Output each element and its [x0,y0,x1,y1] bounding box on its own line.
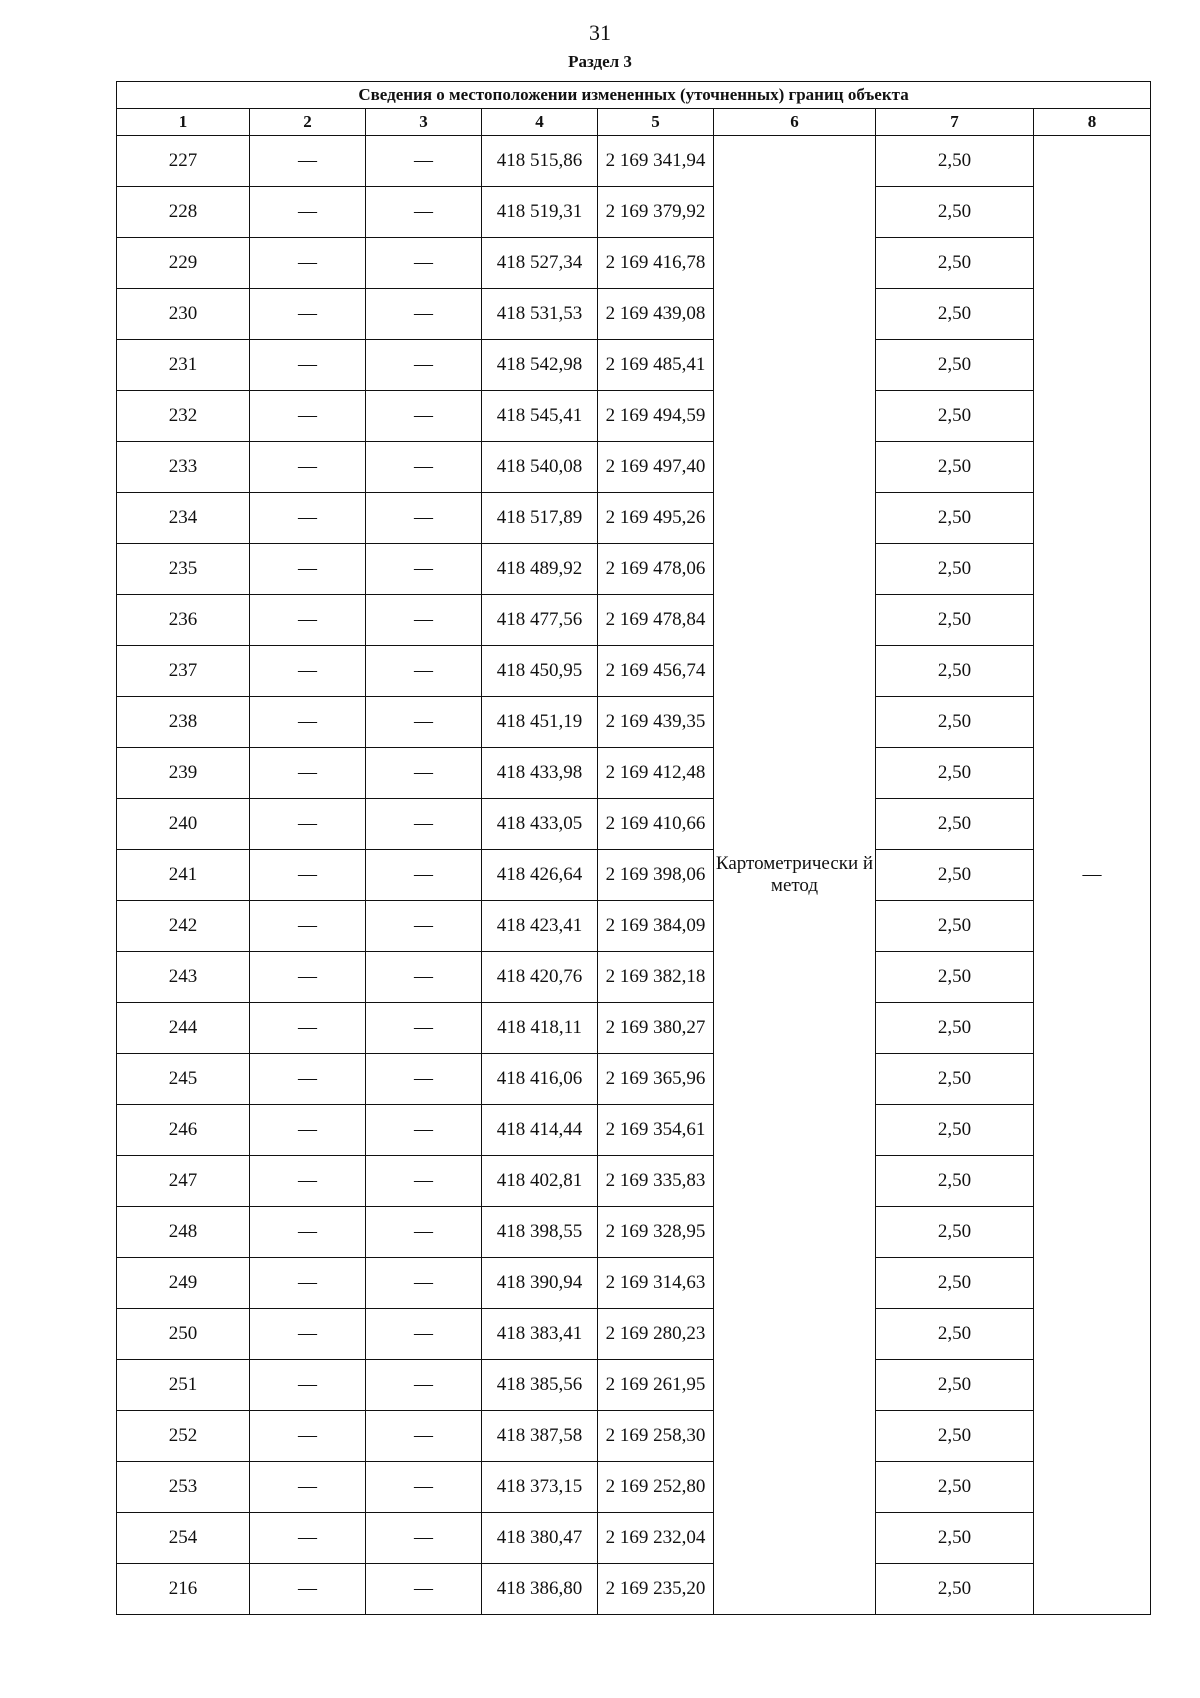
accuracy-cell: 2,50 [876,136,1034,187]
y-coordinate-cell: 2 169 280,23 [598,1309,714,1360]
x-coordinate-cell: 418 433,05 [482,799,598,850]
column3-cell: — [366,1258,482,1309]
point-number-cell: 228 [117,187,250,238]
point-number-cell: 216 [117,1564,250,1615]
table-row [117,850,1151,901]
table-row [117,1309,1151,1360]
column3-cell: — [366,1156,482,1207]
y-coordinate-cell: 2 169 314,63 [598,1258,714,1309]
accuracy-cell: 2,50 [876,1360,1034,1411]
table-row [117,901,1151,952]
table-row [117,697,1151,748]
accuracy-cell: 2,50 [876,1462,1034,1513]
accuracy-cell: 2,50 [876,748,1034,799]
table-row [117,289,1151,340]
column3-cell: — [366,238,482,289]
column2-cell: — [250,340,366,391]
point-number-cell: 239 [117,748,250,799]
column2-cell: — [250,1207,366,1258]
column3-cell: — [366,748,482,799]
point-number-cell: 238 [117,697,250,748]
y-coordinate-cell: 2 169 341,94 [598,136,714,187]
column2-cell: — [250,1258,366,1309]
point-number-cell: 243 [117,952,250,1003]
table-row [117,340,1151,391]
accuracy-cell: 2,50 [876,1207,1034,1258]
accuracy-cell: 2,50 [876,340,1034,391]
point-number-cell: 229 [117,238,250,289]
x-coordinate-cell: 418 527,34 [482,238,598,289]
x-coordinate-cell: 418 420,76 [482,952,598,1003]
table-row [117,1003,1151,1054]
column2-cell: — [250,1411,366,1462]
table-row [117,646,1151,697]
column3-cell: — [366,1513,482,1564]
table-row [117,952,1151,1003]
column-number: 5 [598,109,714,136]
accuracy-cell: 2,50 [876,493,1034,544]
point-number-cell: 254 [117,1513,250,1564]
y-coordinate-cell: 2 169 380,27 [598,1003,714,1054]
column3-cell: — [366,850,482,901]
point-number-cell: 237 [117,646,250,697]
table-row [117,1564,1151,1615]
accuracy-cell: 2,50 [876,1105,1034,1156]
point-number-cell: 253 [117,1462,250,1513]
x-coordinate-cell: 418 433,98 [482,748,598,799]
column8-cell: — [1034,136,1151,1615]
column-number: 2 [250,109,366,136]
point-number-cell: 230 [117,289,250,340]
point-number-cell: 227 [117,136,250,187]
table-row [117,1462,1151,1513]
accuracy-cell: 2,50 [876,442,1034,493]
column2-cell: — [250,493,366,544]
point-number-cell: 232 [117,391,250,442]
x-coordinate-cell: 418 426,64 [482,850,598,901]
accuracy-cell: 2,50 [876,952,1034,1003]
point-number-cell: 245 [117,1054,250,1105]
x-coordinate-cell: 418 542,98 [482,340,598,391]
accuracy-cell: 2,50 [876,1411,1034,1462]
y-coordinate-cell: 2 169 410,66 [598,799,714,850]
point-number-cell: 241 [117,850,250,901]
column3-cell: — [366,1207,482,1258]
y-coordinate-cell: 2 169 439,35 [598,697,714,748]
column2-cell: — [250,1003,366,1054]
column3-cell: — [366,1105,482,1156]
column3-cell: — [366,697,482,748]
column2-cell: — [250,646,366,697]
table-row [117,748,1151,799]
column3-cell: — [366,391,482,442]
column3-cell: — [366,952,482,1003]
table-row [117,1156,1151,1207]
x-coordinate-cell: 418 540,08 [482,442,598,493]
column3-cell: — [366,1564,482,1615]
column-number: 4 [482,109,598,136]
x-coordinate-cell: 418 385,56 [482,1360,598,1411]
y-coordinate-cell: 2 169 478,84 [598,595,714,646]
column2-cell: — [250,391,366,442]
x-coordinate-cell: 418 390,94 [482,1258,598,1309]
accuracy-cell: 2,50 [876,850,1034,901]
column2-cell: — [250,901,366,952]
y-coordinate-cell: 2 169 494,59 [598,391,714,442]
accuracy-cell: 2,50 [876,289,1034,340]
column2-cell: — [250,1054,366,1105]
column3-cell: — [366,187,482,238]
y-coordinate-cell: 2 169 478,06 [598,544,714,595]
y-coordinate-cell: 2 169 497,40 [598,442,714,493]
column2-cell: — [250,1156,366,1207]
point-number-cell: 231 [117,340,250,391]
accuracy-cell: 2,50 [876,1513,1034,1564]
column3-cell: — [366,340,482,391]
point-number-cell: 240 [117,799,250,850]
column-number: 3 [366,109,482,136]
column3-cell: — [366,136,482,187]
y-coordinate-cell: 2 169 335,83 [598,1156,714,1207]
point-number-cell: 250 [117,1309,250,1360]
column3-cell: — [366,1411,482,1462]
y-coordinate-cell: 2 169 261,95 [598,1360,714,1411]
table-row [117,1360,1151,1411]
accuracy-cell: 2,50 [876,1003,1034,1054]
x-coordinate-cell: 418 386,80 [482,1564,598,1615]
x-coordinate-cell: 418 519,31 [482,187,598,238]
point-number-cell: 247 [117,1156,250,1207]
x-coordinate-cell: 418 418,11 [482,1003,598,1054]
y-coordinate-cell: 2 169 354,61 [598,1105,714,1156]
boundary-coordinates-table [116,81,1151,1615]
point-number-cell: 233 [117,442,250,493]
table-row [117,1258,1151,1309]
point-number-cell: 236 [117,595,250,646]
accuracy-cell: 2,50 [876,544,1034,595]
table-row [117,1411,1151,1462]
accuracy-cell: 2,50 [876,1564,1034,1615]
column3-cell: — [366,544,482,595]
column3-cell: — [366,1003,482,1054]
accuracy-cell: 2,50 [876,799,1034,850]
column-number: 8 [1034,109,1151,136]
point-number-cell: 251 [117,1360,250,1411]
point-number-cell: 248 [117,1207,250,1258]
accuracy-cell: 2,50 [876,187,1034,238]
y-coordinate-cell: 2 169 412,48 [598,748,714,799]
y-coordinate-cell: 2 169 384,09 [598,901,714,952]
x-coordinate-cell: 418 414,44 [482,1105,598,1156]
y-coordinate-cell: 2 169 416,78 [598,238,714,289]
column3-cell: — [366,493,482,544]
y-coordinate-cell: 2 169 379,92 [598,187,714,238]
table-row [117,136,1151,187]
column2-cell: — [250,1360,366,1411]
determination-method-cell: Картометрически й метод [714,136,876,1615]
column2-cell: — [250,1462,366,1513]
x-coordinate-cell: 418 380,47 [482,1513,598,1564]
table-row [117,442,1151,493]
column2-cell: — [250,544,366,595]
x-coordinate-cell: 418 545,41 [482,391,598,442]
y-coordinate-cell: 2 169 456,74 [598,646,714,697]
x-coordinate-cell: 418 416,06 [482,1054,598,1105]
column2-cell: — [250,1105,366,1156]
table-title: Сведения о местоположении измененных (уточненных) границ объекта [117,82,1151,109]
table-row [117,391,1151,442]
x-coordinate-cell: 418 515,86 [482,136,598,187]
column2-cell: — [250,442,366,493]
x-coordinate-cell: 418 423,41 [482,901,598,952]
point-number-cell: 246 [117,1105,250,1156]
column2-cell: — [250,1513,366,1564]
accuracy-cell: 2,50 [876,1156,1034,1207]
y-coordinate-cell: 2 169 328,95 [598,1207,714,1258]
section-title: Раздел 3 [568,52,632,71]
column3-cell: — [366,1360,482,1411]
column3-cell: — [366,1462,482,1513]
point-number-cell: 244 [117,1003,250,1054]
point-number-cell: 234 [117,493,250,544]
point-number-cell: 249 [117,1258,250,1309]
x-coordinate-cell: 418 383,41 [482,1309,598,1360]
y-coordinate-cell: 2 169 495,26 [598,493,714,544]
column3-cell: — [366,1309,482,1360]
column2-cell: — [250,1564,366,1615]
table-row [117,238,1151,289]
y-coordinate-cell: 2 169 258,30 [598,1411,714,1462]
column2-cell: — [250,952,366,1003]
table-row [117,595,1151,646]
table-row [117,1105,1151,1156]
x-coordinate-cell: 418 477,56 [482,595,598,646]
column3-cell: — [366,646,482,697]
column2-cell: — [250,799,366,850]
y-coordinate-cell: 2 169 485,41 [598,340,714,391]
accuracy-cell: 2,50 [876,646,1034,697]
x-coordinate-cell: 418 402,81 [482,1156,598,1207]
y-coordinate-cell: 2 169 382,18 [598,952,714,1003]
column3-cell: — [366,289,482,340]
column-numbers-row [117,109,1151,136]
accuracy-cell: 2,50 [876,1309,1034,1360]
column2-cell: — [250,850,366,901]
accuracy-cell: 2,50 [876,391,1034,442]
column2-cell: — [250,136,366,187]
point-number-cell: 235 [117,544,250,595]
x-coordinate-cell: 418 489,92 [482,544,598,595]
y-coordinate-cell: 2 169 365,96 [598,1054,714,1105]
x-coordinate-cell: 418 531,53 [482,289,598,340]
accuracy-cell: 2,50 [876,697,1034,748]
column3-cell: — [366,901,482,952]
y-coordinate-cell: 2 169 235,20 [598,1564,714,1615]
column2-cell: — [250,697,366,748]
column3-cell: — [366,595,482,646]
table-row [117,187,1151,238]
column2-cell: — [250,1309,366,1360]
x-coordinate-cell: 418 387,58 [482,1411,598,1462]
accuracy-cell: 2,50 [876,1054,1034,1105]
column-number: 7 [876,109,1034,136]
column2-cell: — [250,748,366,799]
column2-cell: — [250,187,366,238]
x-coordinate-cell: 418 517,89 [482,493,598,544]
column-number: 6 [714,109,876,136]
y-coordinate-cell: 2 169 398,06 [598,850,714,901]
column3-cell: — [366,1054,482,1105]
table-row [117,799,1151,850]
table-body [117,136,1151,1615]
column2-cell: — [250,595,366,646]
accuracy-cell: 2,50 [876,1258,1034,1309]
x-coordinate-cell: 418 373,15 [482,1462,598,1513]
point-number-cell: 252 [117,1411,250,1462]
accuracy-cell: 2,50 [876,238,1034,289]
column2-cell: — [250,238,366,289]
column3-cell: — [366,799,482,850]
point-number-cell: 242 [117,901,250,952]
y-coordinate-cell: 2 169 439,08 [598,289,714,340]
page-number: 31 [589,20,611,45]
column-number: 1 [117,109,250,136]
table-row [117,493,1151,544]
x-coordinate-cell: 418 451,19 [482,697,598,748]
y-coordinate-cell: 2 169 232,04 [598,1513,714,1564]
table-row [117,1054,1151,1105]
column3-cell: — [366,442,482,493]
accuracy-cell: 2,50 [876,901,1034,952]
x-coordinate-cell: 418 450,95 [482,646,598,697]
column2-cell: — [250,289,366,340]
table-row [117,544,1151,595]
table-row [117,1513,1151,1564]
x-coordinate-cell: 418 398,55 [482,1207,598,1258]
accuracy-cell: 2,50 [876,595,1034,646]
table-row [117,1207,1151,1258]
y-coordinate-cell: 2 169 252,80 [598,1462,714,1513]
